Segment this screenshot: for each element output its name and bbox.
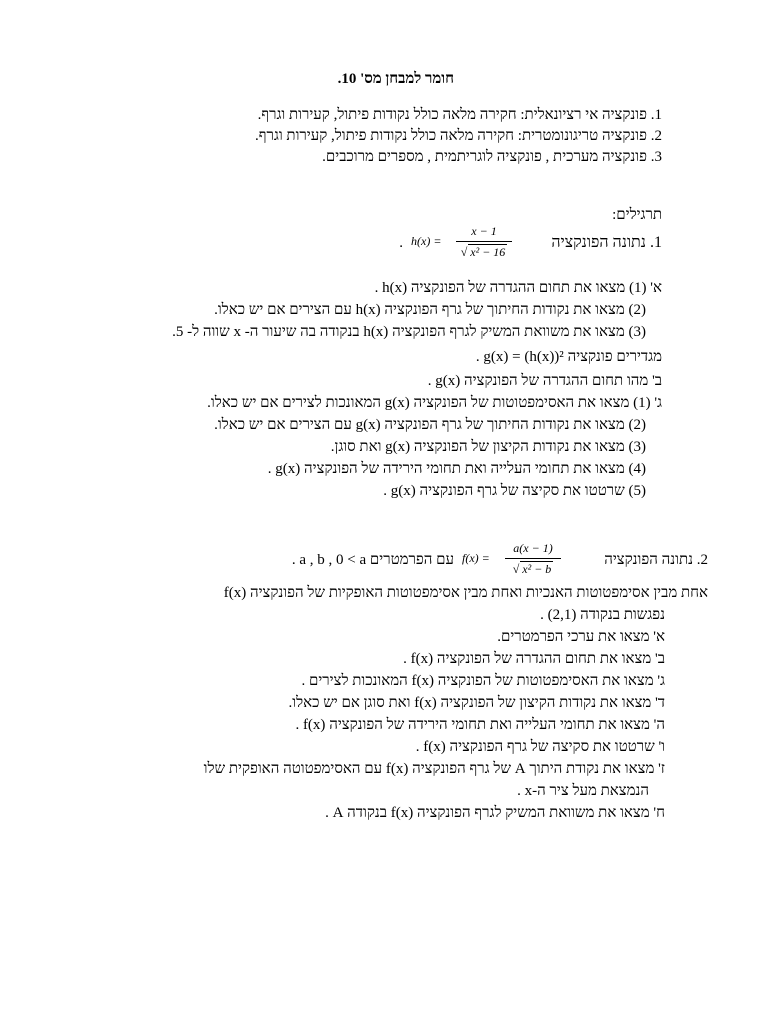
- topic-3: 3. פונקציה מערכית , פונקציה לוגריתמית , מספרים מרוכבים.: [322, 149, 662, 165]
- ex1-fraction: [456, 224, 512, 264]
- ex2-fraction-numerator: a(x − 1): [513, 541, 553, 555]
- ex2-line-2: נפגשות בנקודה (2,1) .: [540, 607, 665, 623]
- topic-2: 2. פונקציה טריגונומטרית: חקירה מלאה כולל נקודות פיתול, קעירות וגרף.: [255, 128, 662, 144]
- ex1-a3: (3) מצאו את משוואת המשיק לגרף הפונקציה h(x) בנקודה בה שיעור ה- x שווה ל- 5.: [172, 324, 646, 340]
- ex1-formula-lhs: h(x) =: [411, 234, 442, 248]
- ex2-e: ה' מצאו את תחומי העלייה ואת תחומי הירידה של הפונקציה f(x) .: [295, 717, 665, 733]
- ex2-formula-lhs: f(x) =: [462, 551, 490, 565]
- ex1-c4: (4) מצאו את תחומי העלייה ואת תחומי הירידה של הפונקציה g(x) .: [267, 461, 646, 477]
- ex1-b: ב' מהו תחום ההגדרה של הפונקציה g(x) .: [427, 373, 662, 389]
- ex1-a2: (2) מצאו את נקודות החיתוך של גרף הפונקציה h(x) עם הצירים אם יש כאלו.: [214, 302, 646, 318]
- topic-1: 1. פונקציה אי רציונאלית: חקירה מלאה כולל נקודות פיתול, קעירות וגרף.: [257, 107, 662, 123]
- ex2-c: ג' מצאו את האסימפטוטות של הפונקציה f(x) המאונכות לצירים .: [301, 673, 665, 689]
- ex1-c2: (2) מצאו את נקודות החיתוך של גרף הפונקציה g(x) עם הצירים אם יש כאלו.: [214, 417, 646, 433]
- ex2-intro-end: עם הפרמטרים a , b , 0 < a .: [291, 552, 454, 568]
- ex1-fraction-numerator: x − 1: [471, 224, 497, 238]
- ex1-fraction-bar: [456, 241, 512, 242]
- ex1-c3: (3) מצאו את נקודות הקיצון של הפונקציה g(x) ואת סוגן.: [330, 439, 646, 455]
- ex2-b: ב' מצאו את תחום ההגדרה של הפונקציה f(x) .: [403, 651, 665, 667]
- ex1-c1: ג' (1) מצאו את האסימפטוטות של הפונקציה g(x) המאונכות לצירים אם יש כאלו.: [207, 395, 662, 411]
- ex2-a: א' מצאו את ערכי הפרמטרים.: [497, 629, 665, 645]
- ex2-g1: ז' מצאו את נקודת היתוך A של גרף הפונקציה f(x) עם האסימפטוטה האופקית שלו: [203, 761, 665, 777]
- ex1-fraction-denominator: √ x² − 16: [460, 245, 506, 259]
- ex2-g2: הנמצאת מעל ציר ה-x .: [517, 783, 649, 799]
- ex2-h: ח' מצאו את משוואת המשיק לגרף הפונקציה f(x) בנקודה A .: [325, 805, 665, 821]
- ex2-fraction: [505, 541, 561, 581]
- exercises-heading: תרגילים:: [612, 207, 662, 223]
- ex1-intro: 1. נתונה הפונקציה: [551, 234, 662, 251]
- ex1-intro-end: .: [399, 235, 403, 251]
- ex1-define: מגדירים פונקציה g(x) = (h(x))² .: [475, 349, 662, 365]
- page-title: חומר למבחן מס' 10.: [337, 71, 454, 87]
- ex1-c5: (5) שרטטו את סקיצה של גרף הפונקציה g(x) .: [383, 483, 646, 499]
- ex2-intro: 2. נתונה הפונקציה: [604, 552, 708, 568]
- ex2-fraction-denominator: √ x² − b: [512, 562, 552, 576]
- ex2-f: ו' שרטטו את סקיצה של גרף הפונקציה f(x) .: [415, 739, 665, 755]
- ex2-fraction-bar: [505, 558, 561, 559]
- ex2-d: ד' מצאו את נקודות הקיצון של הפונקציה f(x) ואת סוגן אם יש כאלו.: [288, 695, 665, 711]
- ex1-a1: א' (1) מצאו את תחום ההגדרה של הפונקציה h(x) .: [374, 280, 662, 296]
- ex2-line-1: אחת מבין אסימפטוטות האנכיות ואחת מבין אסימפטוטות האופקיות של הפונקציה f(x): [223, 585, 708, 601]
